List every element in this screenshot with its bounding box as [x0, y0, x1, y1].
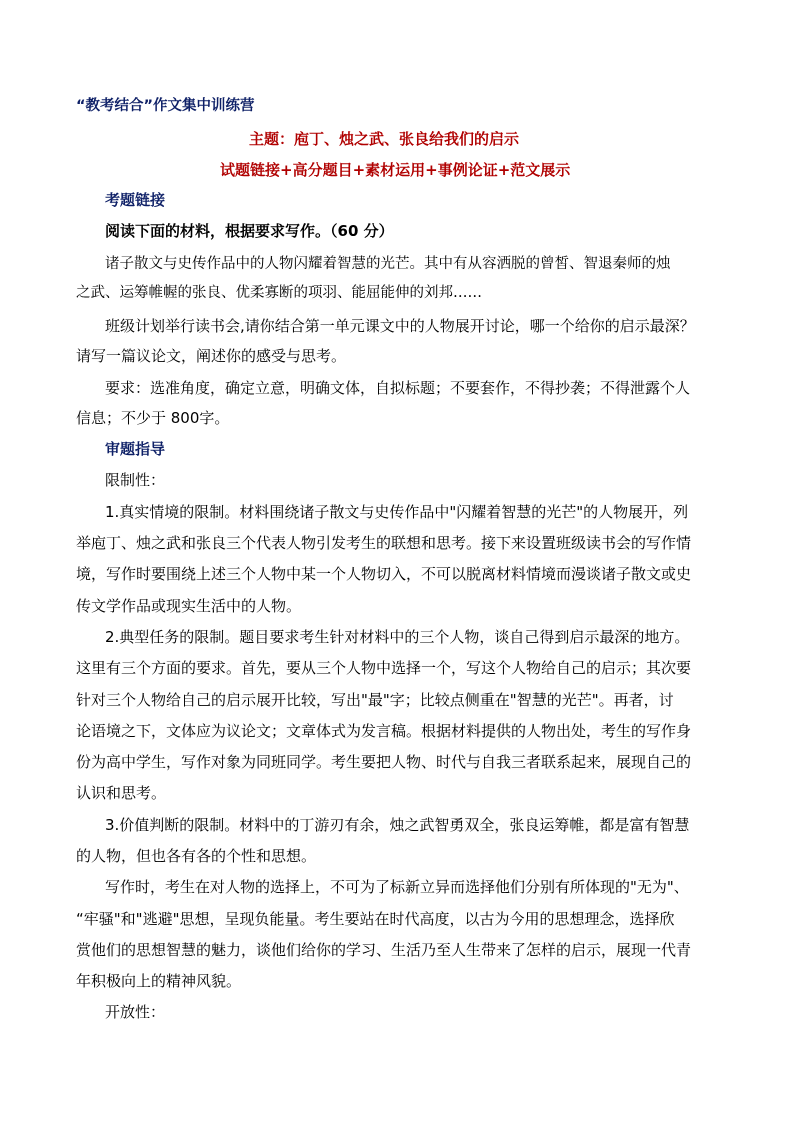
point-3-line-1: 3.价值判断的限制。材料中的丁游刃有余，烛之武智勇双全，张良运筹帷，都是富有智慧 [105, 816, 690, 834]
requirements-line-1: 要求：选准角度，确定立意，明确文体，自拟标题；不要套作，不得抄袭；不得泄露个人 [105, 379, 691, 397]
task-line-1: 班级计划举行读书会,请你结合第一单元课文中的人物展开讨论，哪一个给你的启示最深？ [105, 317, 695, 335]
writing-line-2: “牢骚"和"逃避"思想，呈现负能量。考生要站在时代高度，以古为今用的思想理念，选择欣 [76, 910, 675, 928]
point-2-line-5: 份为高中学生，写作对象为同班同学。考生要把人物、时代与自我三者联系起来，展现自己的 [76, 753, 692, 771]
task-line-2: 请写一篇议论文，阐述你的感受与思考。 [76, 347, 347, 365]
material-line-2: 之武、运筹帷幄的张良、优柔寡断的项羽、能屈能伸的刘邦…… [76, 285, 482, 301]
point-2-line-2: 这里有三个方面的要求。首先，要从三个人物中选择一个，写这个人物给自己的启示；其次要 [76, 659, 692, 677]
writing-line-4: 年积极向上的精神风貌。 [76, 972, 242, 990]
point-1-line-3: 境，写作时要围绕上述三个人物中某一个人物切入，不可以脱离材料情境而漫谈诸子散文或史 [76, 565, 692, 583]
openness-label: 开放性： [105, 1003, 166, 1021]
section-list: 试题链接+高分题目+素材运用+事例论证+范文展示 [220, 161, 571, 179]
limitation-label: 限制性： [105, 471, 166, 489]
series-title: “教考结合”作文集中训练营 [76, 98, 255, 114]
requirements-line-2: 信息；不少于 800字。 [76, 409, 230, 427]
point-2-line-1: 2.典型任务的限制。题目要求考生针对材料中的三个人物，谈自己得到启示最深的地方。 [105, 628, 690, 646]
material-line-1: 诸子散文与史传作品中的人物闪耀着智慧的光芒。其中有从容洒脱的曾皙、智退秦师的烛 [105, 256, 671, 272]
point-1-line-1: 1.真实情境的限制。材料围绕诸子散文与史传作品中"闪耀着智慧的光芒"的人物展开，列 [105, 503, 689, 521]
point-2-line-3: 针对三个人物给自己的启示展开比较，写出"最"字；比较点侧重在"智慧的光芒"。再者，讨 [76, 691, 674, 709]
point-2-line-4: 论语境之下，文体应为议论文；文章体式为发言稿。根据材料提供的人物出处，考生的写作身 [76, 722, 692, 740]
writing-line-3: 赏他们的思想智慧的魅力，谈他们给你的学习、生活乃至人生带来了怎样的启示，展现一代青 [76, 941, 692, 959]
point-3-line-2: 的人物，但也各有各的个性和思想。 [76, 847, 317, 865]
prompt-instruction: 阅读下面的材料，根据要求写作。（60 分） [105, 222, 394, 240]
point-2-line-6: 认识和思考。 [76, 784, 167, 802]
writing-line-1: 写作时，考生在对人物的选择上，不可为了标新立异而选择他们分别有所体现的"无为"、 [105, 878, 689, 896]
point-1-line-4: 传文学作品或现实生活中的人物。 [76, 597, 302, 615]
point-1-line-2: 举庖丁、烛之武和张良三个代表人物引发考生的联想和思考。接下来设置班级读书会的写作情 [76, 534, 692, 552]
topic-line: 主题：庖丁、烛之武、张良给我们的启示 [249, 130, 520, 148]
heading-guidance: 审题指导 [105, 440, 166, 458]
heading-exam-link: 考题链接 [105, 191, 166, 209]
